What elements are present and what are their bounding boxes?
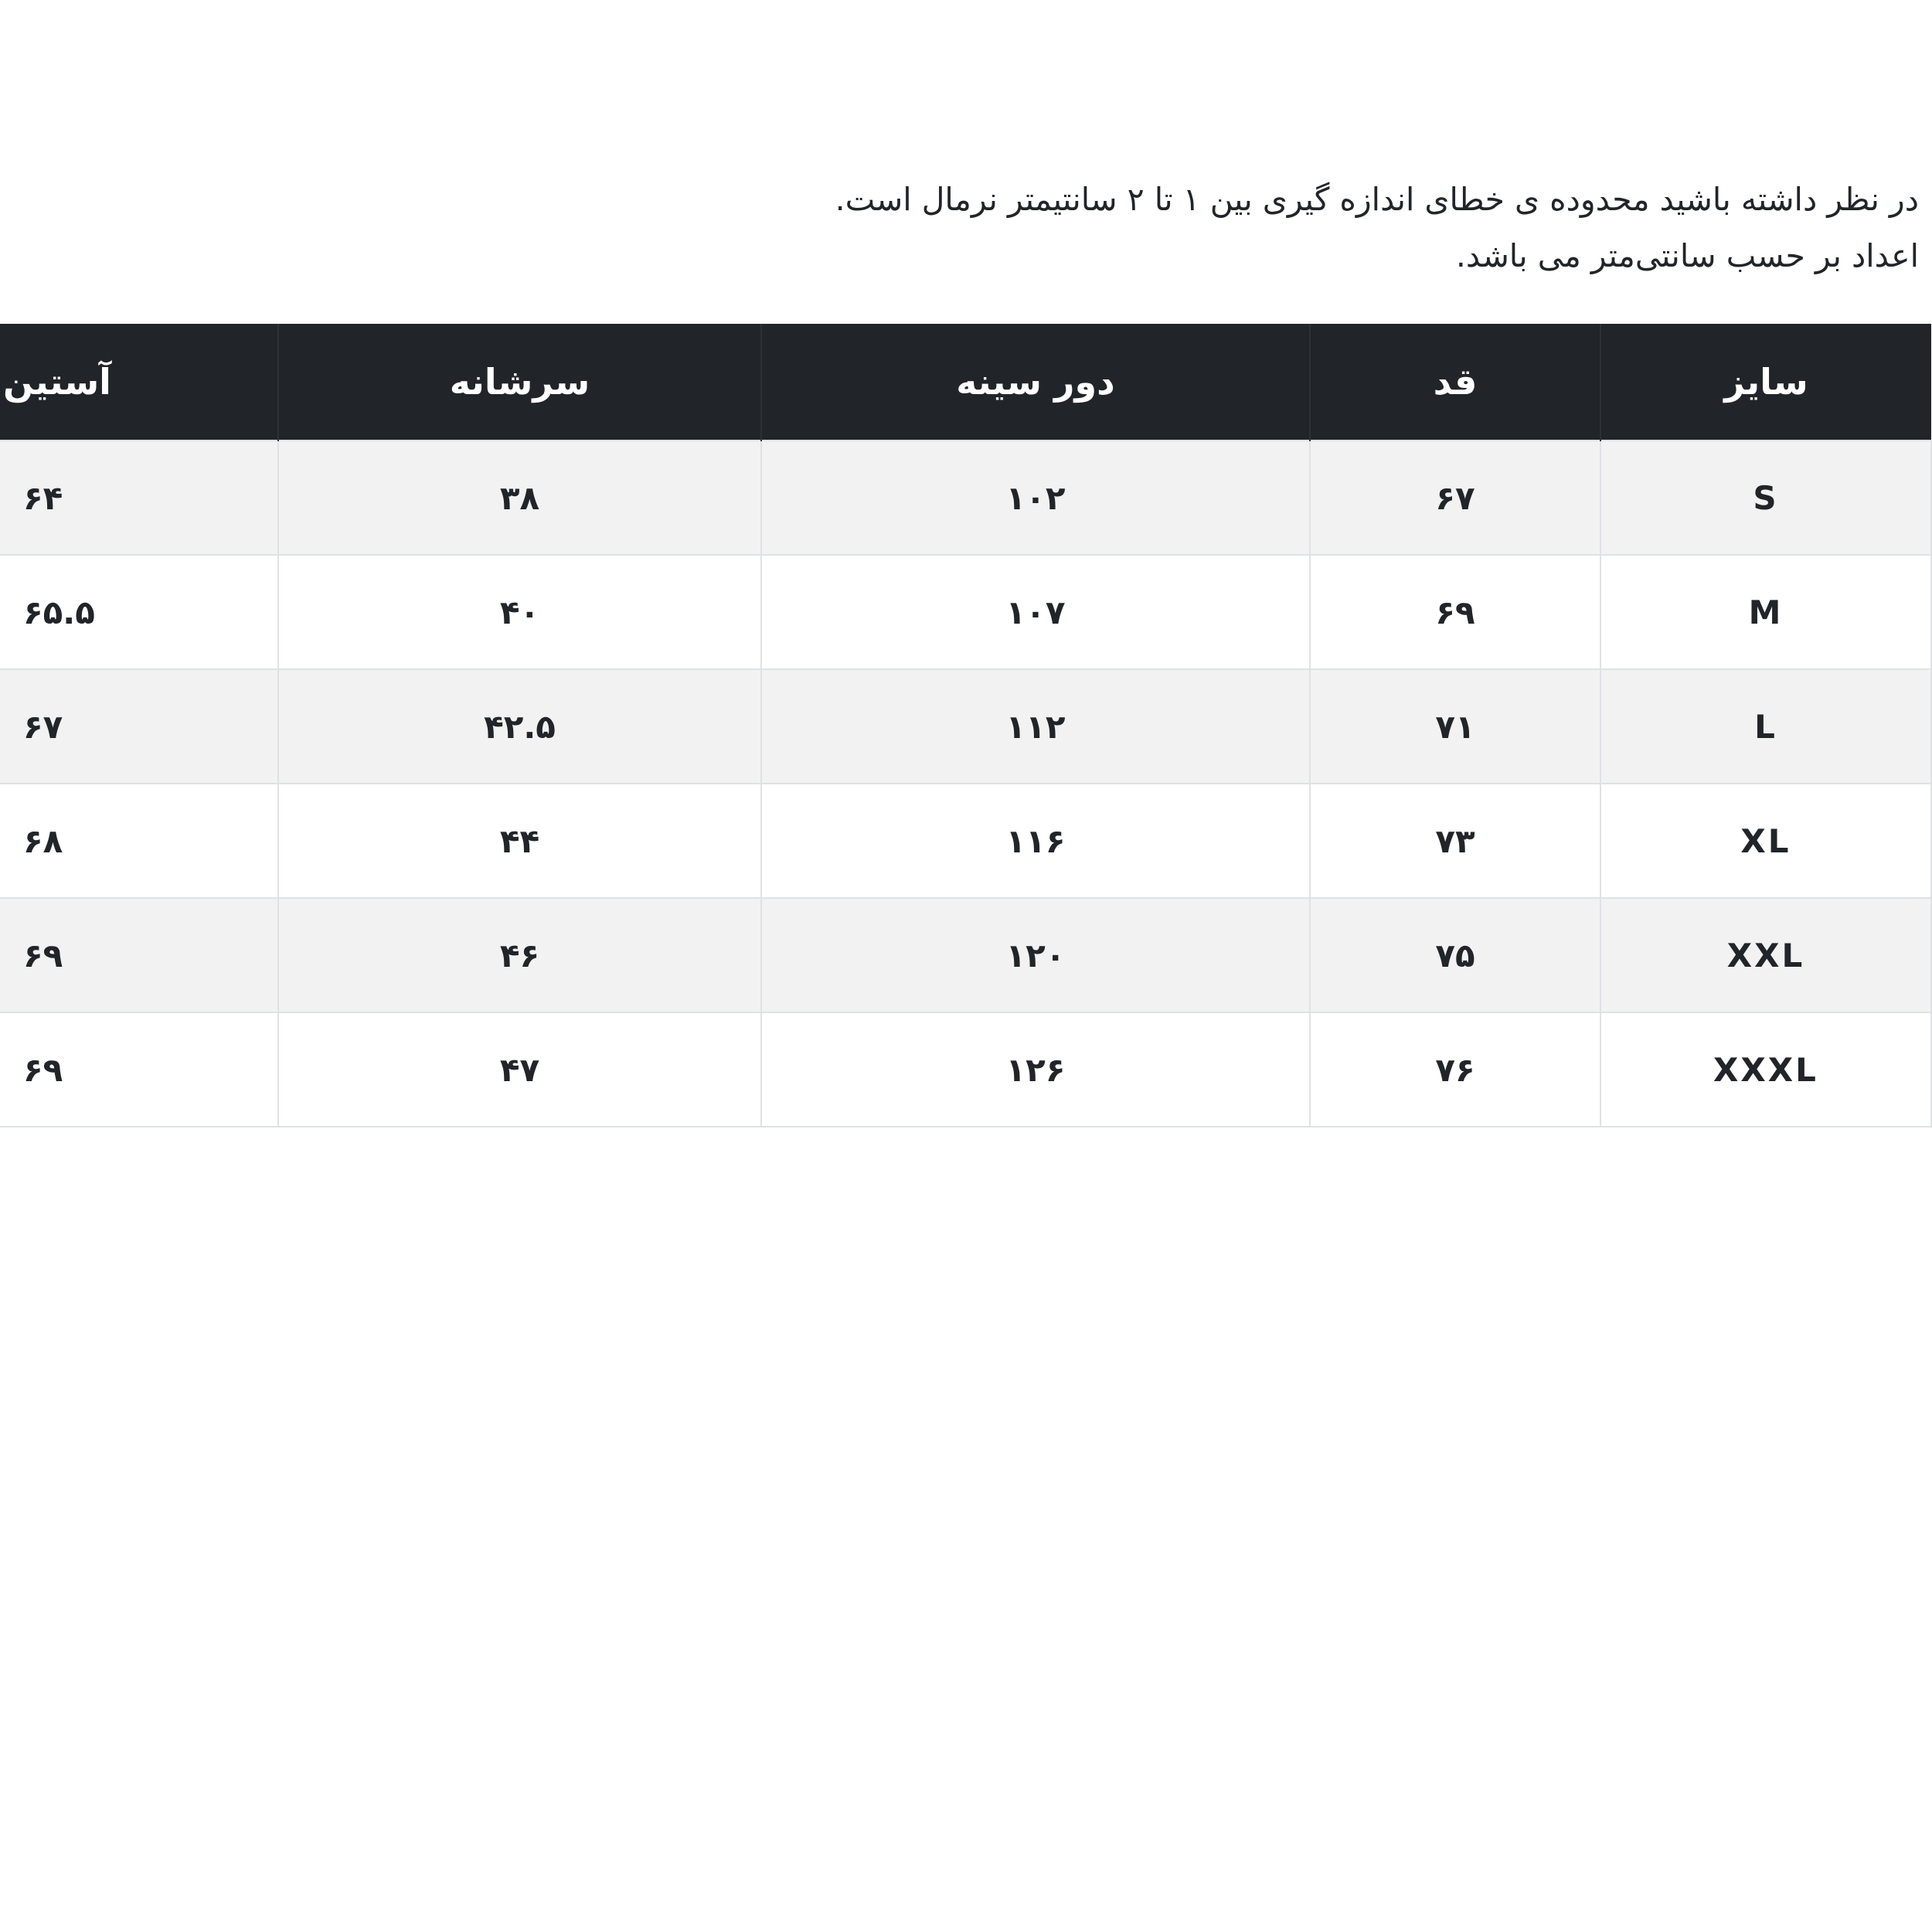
size-table-container — [0, 324, 1932, 1128]
cell-shoulder: ۴۲.۵ — [278, 669, 761, 784]
table-row — [0, 555, 1931, 669]
cell-sleeve: ۶۹ — [0, 1012, 278, 1127]
header-height: قد — [1310, 324, 1600, 440]
cell-chest: ۱۰۷ — [761, 555, 1310, 669]
cell-sleeve: ۶۵.۵ — [0, 555, 278, 669]
cell-chest: ۱۲۶ — [761, 1012, 1310, 1127]
cell-chest: ۱۰۲ — [761, 440, 1310, 555]
cell-shoulder: ۴۰ — [278, 555, 761, 669]
cell-size: M — [1600, 555, 1931, 669]
cell-height: ۶۹ — [1310, 555, 1600, 669]
size-guide-notes — [373, 172, 1919, 284]
cell-height: ۷۶ — [1310, 1012, 1600, 1127]
cell-chest: ۱۱۲ — [761, 669, 1310, 784]
header-shoulder: سرشانه — [278, 324, 761, 440]
cell-height: ۷۳ — [1310, 784, 1600, 898]
table-header-row — [0, 324, 1931, 440]
table-row — [0, 440, 1931, 555]
cell-height: ۶۷ — [1310, 440, 1600, 555]
cell-shoulder: ۴۴ — [278, 784, 761, 898]
header-size: سایز — [1600, 324, 1931, 440]
table-row — [0, 1012, 1931, 1127]
cell-shoulder: ۴۷ — [278, 1012, 761, 1127]
header-sleeve: آستین — [0, 324, 278, 440]
cell-size: XXL — [1600, 898, 1931, 1012]
table-row — [0, 669, 1931, 784]
table-row — [0, 898, 1931, 1012]
measurement-error-note: در نظر داشته باشید محدوده ی خطای اندازه گیری بین ۱ تا ۲ سانتیمتر نرمال است. — [835, 181, 1919, 218]
cell-height: ۷۵ — [1310, 898, 1600, 1012]
cell-sleeve: ۶۹ — [0, 898, 278, 1012]
header-chest: دور سینه — [761, 324, 1310, 440]
cell-size: XXXL — [1600, 1012, 1931, 1127]
table-row — [0, 784, 1931, 898]
cell-sleeve: ۶۷ — [0, 669, 278, 784]
cell-shoulder: ۴۶ — [278, 898, 761, 1012]
cell-shoulder: ۳۸ — [278, 440, 761, 555]
cell-sleeve: ۶۴ — [0, 440, 278, 555]
cell-height: ۷۱ — [1310, 669, 1600, 784]
cell-size: XL — [1600, 784, 1931, 898]
cell-chest: ۱۱۶ — [761, 784, 1310, 898]
cell-chest: ۱۲۰ — [761, 898, 1310, 1012]
cell-sleeve: ۶۸ — [0, 784, 278, 898]
cell-size: L — [1600, 669, 1931, 784]
cell-size: S — [1600, 440, 1931, 555]
units-note: اعداد بر حسب سانتی‌متر می باشد. — [1455, 237, 1919, 274]
size-table — [0, 324, 1932, 1128]
